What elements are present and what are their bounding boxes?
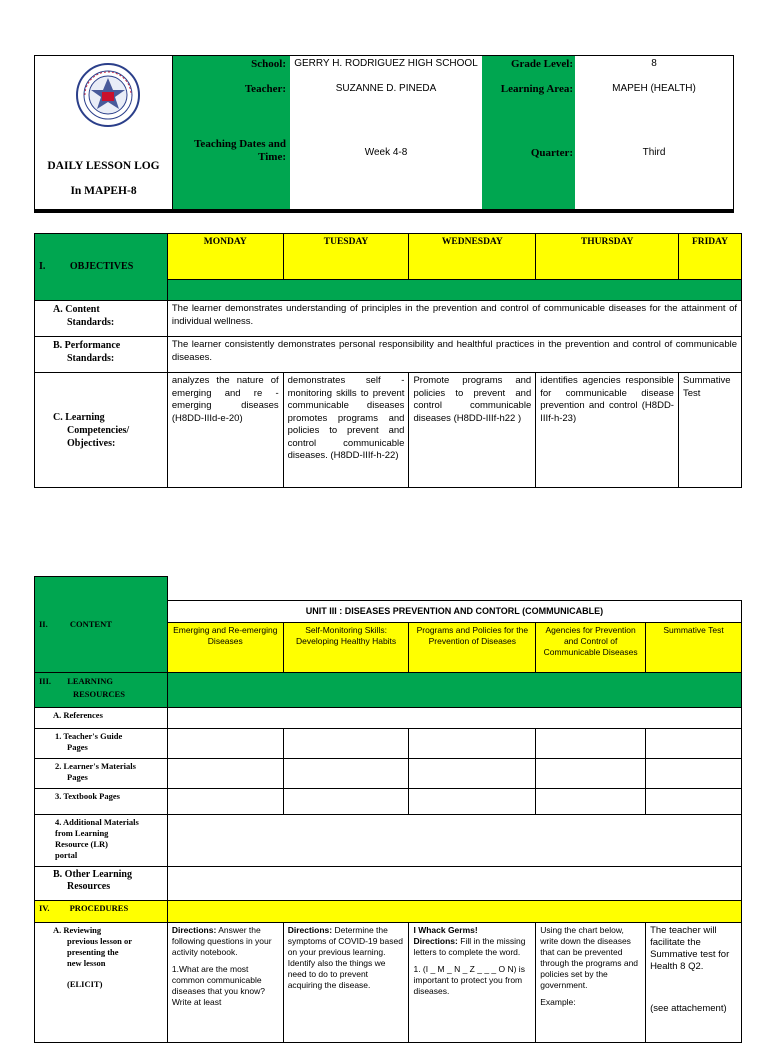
additional-materials-label	[35, 815, 168, 867]
topic-monday: Emerging and Re-emerging Diseases	[167, 623, 283, 673]
thu-example: Example:	[540, 997, 576, 1007]
additional-materials-cell	[167, 815, 741, 867]
review-friday	[646, 923, 742, 1043]
review-wednesday	[409, 923, 536, 1043]
lm-cell-wed	[409, 759, 536, 789]
perf-label-line-1: B. Performance	[53, 340, 121, 351]
fri-note: (see attachement)	[650, 1003, 727, 1014]
competency-wednesday: Promote programs and policies to prevent and control communicable diseases (H8DD-IIIf-h22 )	[409, 373, 536, 488]
review-label	[35, 923, 168, 1043]
review-line-5: (ELICIT)	[67, 979, 103, 989]
school-label: School:	[251, 58, 286, 70]
dates-label: Teaching Dates and Time:	[194, 138, 286, 163]
review-thursday	[536, 923, 646, 1043]
objectives-num: I.	[39, 260, 46, 272]
content-title: CONTENT	[69, 619, 112, 629]
other-resources-label	[35, 867, 168, 901]
log-title: DAILY LESSON LOG	[47, 160, 160, 172]
tg-cell-thu	[536, 729, 646, 759]
review-tuesday	[283, 923, 409, 1043]
review-line-4: new lesson	[67, 958, 106, 968]
competency-friday: Summative Test	[678, 373, 741, 488]
add-line-2: from Learning	[55, 828, 109, 838]
tg-line-2: Pages	[67, 742, 88, 752]
lm-cell-tue	[283, 759, 409, 789]
procedures-num: IV.	[39, 903, 50, 913]
resources-title-1: LEARNING	[67, 676, 113, 686]
resources-heading	[35, 673, 168, 708]
thu-text: Using the chart below, write down the diseases that can be prevented through the programs and policies set by the government.	[540, 925, 639, 990]
log-subject: In MAPEH-8	[70, 185, 137, 197]
tue-directions-label: Directions:	[287, 925, 333, 935]
other-line-1: B. Other Learning	[53, 869, 132, 880]
objectives-table	[34, 233, 742, 488]
tb-cell-thu	[536, 789, 646, 815]
content-standards-text: The learner demonstrates understanding of principles in the prevention and control of communicable diseases for the attainment of individual wellness.	[167, 301, 741, 337]
value-column-2	[575, 56, 733, 209]
tb-cell-wed	[409, 789, 536, 815]
resources-num: III.	[39, 676, 52, 686]
day-friday: FRIDAY	[678, 234, 741, 280]
tg-cell-mon	[167, 729, 283, 759]
topic-thursday: Agencies for Prevention and Control of Communicable Diseases	[536, 623, 646, 673]
tg-line-1: 1. Teacher's Guide	[55, 731, 123, 741]
wed-activity-title: I Whack Germs!	[413, 925, 478, 935]
tue-directions-text: Determine the symptoms of COVID-19 based on your previous learning. Identify also the things we need to do to prevent acquiring the disease.	[287, 925, 403, 990]
tb-cell-tue	[283, 789, 409, 815]
learners-materials-label	[35, 759, 168, 789]
deped-seal-icon	[75, 62, 141, 128]
review-line-2: previous lesson or	[67, 936, 133, 946]
add-line-1: 4. Additional Materials	[55, 817, 139, 827]
performance-standards-text: The learner consistently demonstrates personal responsibility and healthful practices in the prevention and control of communicable diseases.	[167, 337, 741, 373]
tg-cell-wed	[409, 729, 536, 759]
tg-cell-tue	[283, 729, 409, 759]
mon-directions-text: Answer the following questions in your activity notebook.	[171, 925, 272, 957]
competency-tuesday: demonstrates self - monitoring skills to prevent communicable diseases promotes programs and policies to prevent and control communicable diseases. (H8DD-IIIf-h-22)	[283, 373, 409, 488]
teachers-guide-label	[35, 729, 168, 759]
content-spacer	[167, 577, 741, 601]
performance-standards-label	[35, 337, 168, 373]
review-monday	[167, 923, 283, 1043]
content-label-line-2: Standards:	[67, 317, 115, 328]
tg-cell-fri	[646, 729, 742, 759]
label-column-2	[482, 56, 575, 209]
references-label: A. References	[35, 708, 168, 729]
quarter-label: Quarter:	[530, 147, 573, 159]
competencies-label	[35, 373, 168, 488]
procedures-heading	[35, 901, 168, 923]
other-line-2: Resources	[67, 881, 111, 892]
other-resources-cell	[167, 867, 741, 901]
teacher-value: SUZANNE D. PINEDA	[335, 83, 437, 94]
procedures-yellow-band	[167, 901, 741, 923]
content-standards-label	[35, 301, 168, 337]
content-table	[34, 576, 742, 1043]
day-thursday: THURSDAY	[536, 234, 679, 280]
school-value: GERRY H. RODRIGUEZ HIGH SCHOOL	[294, 58, 478, 69]
objectives-green-band	[167, 280, 741, 301]
lm-line-1: 2. Learner's Materials	[55, 761, 136, 771]
perf-label-line-2: Standards:	[67, 353, 115, 364]
tb-cell-fri	[646, 789, 742, 815]
quarter-value: Third	[642, 147, 666, 158]
day-tuesday: TUESDAY	[283, 234, 409, 280]
add-line-3: Resource (LR)	[55, 839, 108, 849]
competency-monday: analyzes the nature of emerging and re - emerging diseases (H8DD-IIId-e-20)	[167, 373, 283, 488]
content-num: II.	[39, 619, 48, 629]
comp-label-line-1: C. Learning	[53, 411, 105, 423]
grade-value: 8	[651, 58, 657, 69]
teacher-label: Teacher:	[244, 83, 286, 95]
tb-cell-mon	[167, 789, 283, 815]
day-wednesday: WEDNESDAY	[409, 234, 536, 280]
wed-directions-text: Fill in the missing letters to complete the word.	[413, 936, 526, 957]
add-line-4: portal	[55, 850, 78, 860]
value-column	[290, 56, 482, 209]
competency-thursday: identifies agencies responsible for communicable disease prevention and control (H8DD-IIIf-h-23)	[536, 373, 679, 488]
lm-cell-fri	[646, 759, 742, 789]
review-line-3: presenting the	[67, 947, 119, 957]
resources-green-band	[167, 673, 741, 708]
topic-tuesday: Self-Monitoring Skills: Developing Healthy Habits	[283, 623, 409, 673]
wed-directions-label: Directions:	[413, 936, 458, 946]
unit-title: UNIT III : DISEASES PREVENTION AND CONTORL (COMMUNICABLE)	[167, 601, 741, 623]
topic-friday: Summative Test	[646, 623, 742, 673]
day-monday: MONDAY	[167, 234, 283, 280]
fri-text: The teacher will facilitate the Summative test for Health 8 Q2.	[650, 925, 730, 972]
area-value: MAPEH (HEALTH)	[612, 83, 696, 94]
area-label: Learning Area:	[500, 83, 573, 95]
objectives-heading	[35, 234, 168, 301]
objectives-title: OBJECTIVES	[69, 260, 134, 272]
dates-value: Week 4-8	[364, 147, 408, 158]
procedures-title: PROCEDURES	[69, 903, 129, 913]
logo-box	[35, 56, 172, 209]
topic-wednesday: Programs and Policies for the Prevention of Diseases	[409, 623, 536, 673]
references-cell	[167, 708, 741, 729]
mon-directions-label: Directions:	[171, 925, 217, 935]
lm-cell-mon	[167, 759, 283, 789]
header-table	[34, 55, 734, 213]
lm-cell-thu	[536, 759, 646, 789]
comp-label-line-2: Competencies/	[67, 424, 130, 436]
textbook-label: 3. Textbook Pages	[35, 789, 168, 815]
lm-line-2: Pages	[67, 772, 88, 782]
label-column	[172, 56, 290, 209]
resources-title-2: RESOURCES	[73, 689, 125, 699]
review-line-1: A. Reviewing	[53, 925, 102, 935]
content-heading	[35, 577, 168, 673]
content-label-line-1: A. Content	[53, 304, 100, 315]
comp-label-line-3: Objectives:	[67, 437, 116, 449]
mon-question-1: 1.What are the most common communicable diseases that you know? Write at least	[171, 964, 265, 1007]
wed-item-1: 1. (I _ M _ N _ Z _ _ _ O N) is important to protect you from diseases.	[413, 964, 525, 996]
grade-label: Grade Level:	[510, 58, 573, 70]
